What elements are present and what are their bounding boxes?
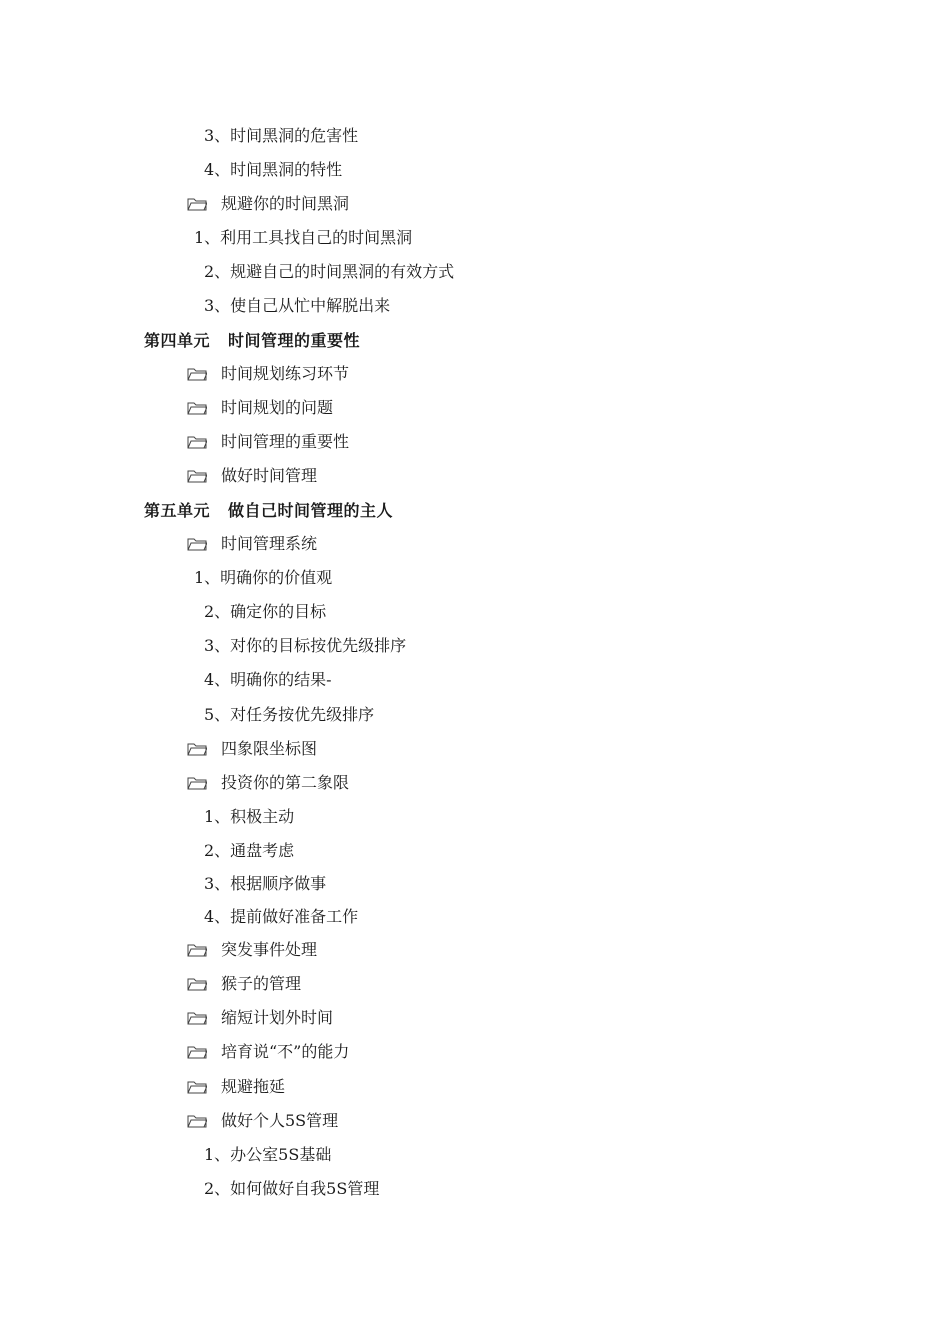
folder-icon <box>187 977 207 991</box>
section-bullet <box>187 398 333 418</box>
item-text: 4、时间黑洞的特性 <box>204 160 343 179</box>
item-text: 做好时间管理 <box>221 466 318 485</box>
unit-heading <box>144 331 360 351</box>
section-bullet <box>187 1042 349 1062</box>
unit-title: 时间管理的重要性 <box>228 331 361 350</box>
section-bullet <box>187 739 317 759</box>
item-text: 3、时间黑洞的危害性 <box>204 126 359 145</box>
item-text: 规避拖延 <box>221 1077 286 1096</box>
list-item <box>204 296 390 316</box>
section-bullet <box>187 974 301 994</box>
item-text: 2、规避自己的时间黑洞的有效方式 <box>204 262 455 281</box>
item-text: 投资你的第二象限 <box>221 773 350 792</box>
unit-number: 第四单元 <box>144 331 211 350</box>
folder-icon <box>187 943 207 957</box>
section-bullet <box>187 1111 338 1131</box>
list-item <box>204 705 374 725</box>
section-bullet <box>187 940 317 960</box>
item-text: 2、通盘考虑 <box>204 841 295 860</box>
folder-icon <box>187 537 207 551</box>
folder-icon <box>187 401 207 415</box>
list-item <box>204 602 326 622</box>
list-item <box>204 1145 331 1165</box>
list-item <box>204 807 294 827</box>
folder-icon <box>187 469 207 483</box>
list-item <box>204 160 342 180</box>
folder-icon <box>187 367 207 381</box>
item-text: 1、利用工具找自己的时间黑洞 <box>194 228 413 247</box>
item-text: 1、明确你的价值观 <box>194 568 333 587</box>
list-item <box>204 874 326 894</box>
item-text: 1、办公室5S基础 <box>204 1145 332 1164</box>
section-bullet <box>187 194 349 214</box>
item-text: 3、根据顺序做事 <box>204 874 327 893</box>
item-text: 4、明确你的结果- <box>204 670 332 689</box>
item-text: 四象限坐标图 <box>221 739 318 758</box>
item-text: 2、如何做好自我5S管理 <box>204 1179 380 1198</box>
item-text: 5、对任务按优先级排序 <box>204 705 375 724</box>
folder-icon <box>187 435 207 449</box>
item-text: 2、确定你的目标 <box>204 602 327 621</box>
item-text: 3、使自己从忙中解脱出来 <box>204 296 391 315</box>
item-text: 做好个人5S管理 <box>221 1111 339 1130</box>
list-item <box>204 1179 379 1199</box>
folder-icon <box>187 1045 207 1059</box>
folder-icon <box>187 197 207 211</box>
item-text: 突发事件处理 <box>221 940 318 959</box>
unit-title: 做自己时间管理的主人 <box>228 501 394 520</box>
folder-icon <box>187 1080 207 1094</box>
list-item <box>204 126 358 146</box>
section-bullet <box>187 1077 285 1097</box>
section-bullet <box>187 773 349 793</box>
folder-icon <box>187 776 207 790</box>
list-item <box>204 670 332 690</box>
item-text: 时间规划的问题 <box>221 398 334 417</box>
item-text: 缩短计划外时间 <box>221 1008 334 1027</box>
item-text: 培育说“不”的能力 <box>221 1042 350 1061</box>
section-bullet <box>187 534 317 554</box>
section-bullet <box>187 364 349 384</box>
folder-icon <box>187 1011 207 1025</box>
list-item <box>204 841 294 861</box>
list-item <box>204 636 406 656</box>
item-text: 时间规划练习环节 <box>221 364 350 383</box>
item-text: 4、提前做好准备工作 <box>204 907 359 926</box>
folder-icon <box>187 1114 207 1128</box>
unit-heading <box>144 501 393 521</box>
list-item <box>204 907 358 927</box>
section-bullet <box>187 466 317 486</box>
list-item <box>194 228 412 248</box>
item-text: 猴子的管理 <box>221 974 302 993</box>
folder-icon <box>187 742 207 756</box>
unit-number: 第五单元 <box>144 501 211 520</box>
item-text: 时间管理的重要性 <box>221 432 350 451</box>
item-text: 1、积极主动 <box>204 807 295 826</box>
item-text: 规避你的时间黑洞 <box>221 194 350 213</box>
item-text: 时间管理系统 <box>221 534 318 553</box>
section-bullet <box>187 1008 333 1028</box>
item-text: 3、对你的目标按优先级排序 <box>204 636 407 655</box>
list-item <box>204 262 454 282</box>
section-bullet <box>187 432 349 452</box>
list-item <box>194 568 332 588</box>
